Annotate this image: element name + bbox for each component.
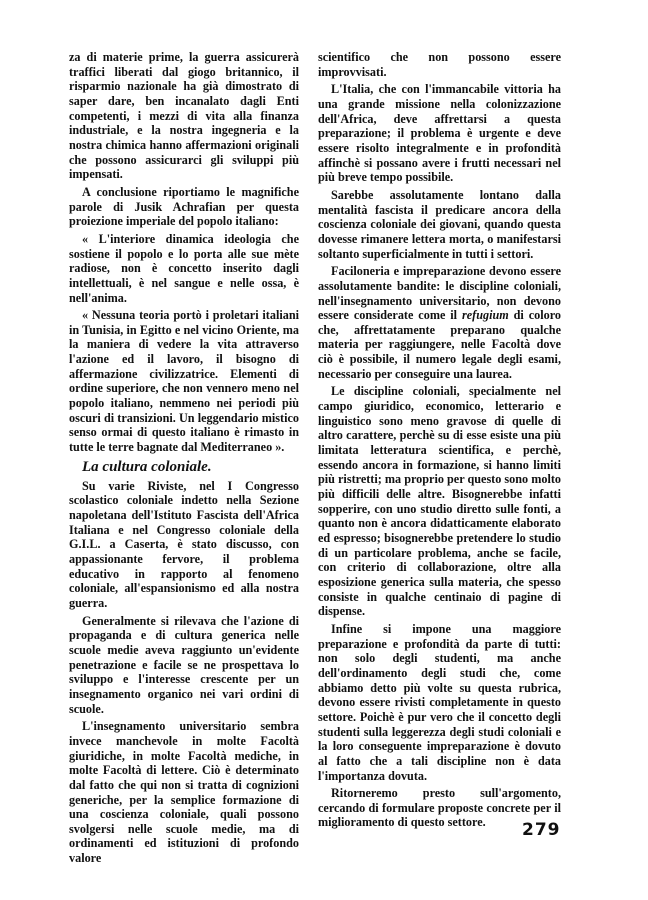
quote-paragraph: « L'interiore dinamica ideologia che sostiene il popolo e lo porta alle sue mète radiose, non è concetto inserito dagli intellettuali, è nel sangue e nelle ossa, è nell'anima. bbox=[69, 231, 299, 305]
paragraph: L'Italia, che con l'immancabile vittoria ha una grande missione nella colonizzazione dell'Africa, deve affrettarsi a questa preparazione; il problema è urgente e deve essere risolto integralmente e in profondità affinchè si possano avere i frutti necessari nel più breve tempo possibile. bbox=[318, 82, 561, 185]
left-column bbox=[69, 50, 299, 866]
quote-paragraph: « Nessuna teoria portò i proletari italiani in Tunisia, in Egitto e nel vicino Oriente, ma la maniera di vedere la vita attraverso l'azione ed il lavoro, il bisogno di affermazione civilizzatrice. Elementi di ordine superiore, che non vennero meno nel popolo italiano, nemmeno nei periodi più oscuri di transizioni. Un leggendario mistico senso ormai di questo italiano è rimasto in tutte le terre bagnate dal Mediterraneo ». bbox=[69, 308, 299, 455]
right-column bbox=[318, 50, 561, 830]
paragraph: Infine si impone una maggiore preparazione e profondità da parte di tutti: non solo degli studenti, ma anche dell'ordinamento degli studi che, come abbiamo detto più volte su questa rubrica, devono essere rivisti completamente in questo settore. Poichè è pur vero che il concetto degli studenti sulla leggerezza degli studi coloniali e la loro conseguente impreparazione è dovuto al fatto che a tali discipline non è data l'importanza dovuta. bbox=[318, 621, 561, 783]
paragraph: A conclusione riportiamo le magnifiche parole di Jusik Achrafian per questa proiezione imperiale del popolo italiano: bbox=[69, 184, 299, 229]
paragraph: Su varie Riviste, nel I Congresso scolastico coloniale indetto nella Sezione napoletana dell'Istituto Fascista dell'Africa Italiana e nel Congresso coloniale della G.I.L. a Caserta, è stato discusso, con appassionante fervore, il problema educativo in rapporto al fenomeno coloniale, all'espansionismo ed alla nostra guerra. bbox=[69, 478, 299, 610]
italic-term: refugium bbox=[462, 308, 509, 323]
paragraph: Generalmente si rilevava che l'azione di propaganda e di cultura generica nelle scuole medie aveva raggiunto un'evidente penetrazione e facile se ne prospettava lo sviluppo e l'interesse crescente per un insegnamento organico nei vari ordini di scuole. bbox=[69, 613, 299, 716]
text-run: di coloro che, affrettatamente preparano qualche materia per raggiungere, nelle Facoltà dove ciò è possibile, il numero legale degli esami, necessario per conseguire una laurea. bbox=[318, 308, 562, 381]
paragraph: scientifico che non possono essere improvvisati. bbox=[318, 50, 561, 79]
paragraph: L'insegnamento universitario sembra invece manchevole in molte Facoltà giuridiche, in molte Facoltà mediche, in molte Facoltà di lettere. Ciò è determinato dal fatto che qui non si tratta di cognizioni generiche, per la semplice formazione di una coscienza coloniale, quali possono svolgersi nelle scuole medie, ma di ordinamenti ed istituzioni di profondo valore bbox=[69, 719, 299, 866]
section-heading: La cultura coloniale. bbox=[82, 458, 212, 475]
page-number: 279 bbox=[522, 820, 561, 840]
paragraph bbox=[318, 264, 561, 381]
paragraph: za di materie prime, la guerra assicurerà traffici liberati dal giogo britannico, il risparmio nazionale ha già dimostrato di saper dare, ben incanalato dagli Enti competenti, i mezzi di vita alla finanza industriale, e la nostra ingegneria e la nostra chimica hanno affermazioni originali che possono assicurarci gli sviluppi più impensati. bbox=[69, 50, 299, 182]
paragraph: Ritorneremo presto sull'argomento, cercando di formulare proposte concrete per il miglioramento di questo settore. bbox=[318, 786, 561, 830]
paragraph: Sarebbe assolutamente lontano dalla mentalità fascista il predicare ancora della coscienza coloniale dei giovani, quando questa dovesse rimanere lettera morta, o manifestarsi soltanto superficialmente in tutti i settori. bbox=[318, 187, 561, 261]
paragraph: Le discipline coloniali, specialmente nel campo giuridico, economico, letterario e linguistico sono meno gravose di quelle di altro carattere, perchè su di esse esiste una più limitata letteratura scientifica, e perchè, essendo ancora in formazione, si hanno limiti più ristretti; ma proprio per questo sono molto più difficili delle altre. Bisognerebbe infatti sopperire, con uno studio diretto sulle fonti, a quanto non è ancora didatticamente elaborato ed espresso; bisognerebbe pretendere lo studio di un particolare problema, anche se facile, con criterio di collaborazione, oltre alla esposizione generica sulla materia, che spesso consiste in qualche centinaio di pagine di dispense. bbox=[318, 384, 561, 619]
text-run: Faciloneria e impreparazione devono essere assolutamente bandite: le discipline coloniali, nell'insegnamento universitario, non devono essere considerate come il bbox=[318, 264, 561, 323]
